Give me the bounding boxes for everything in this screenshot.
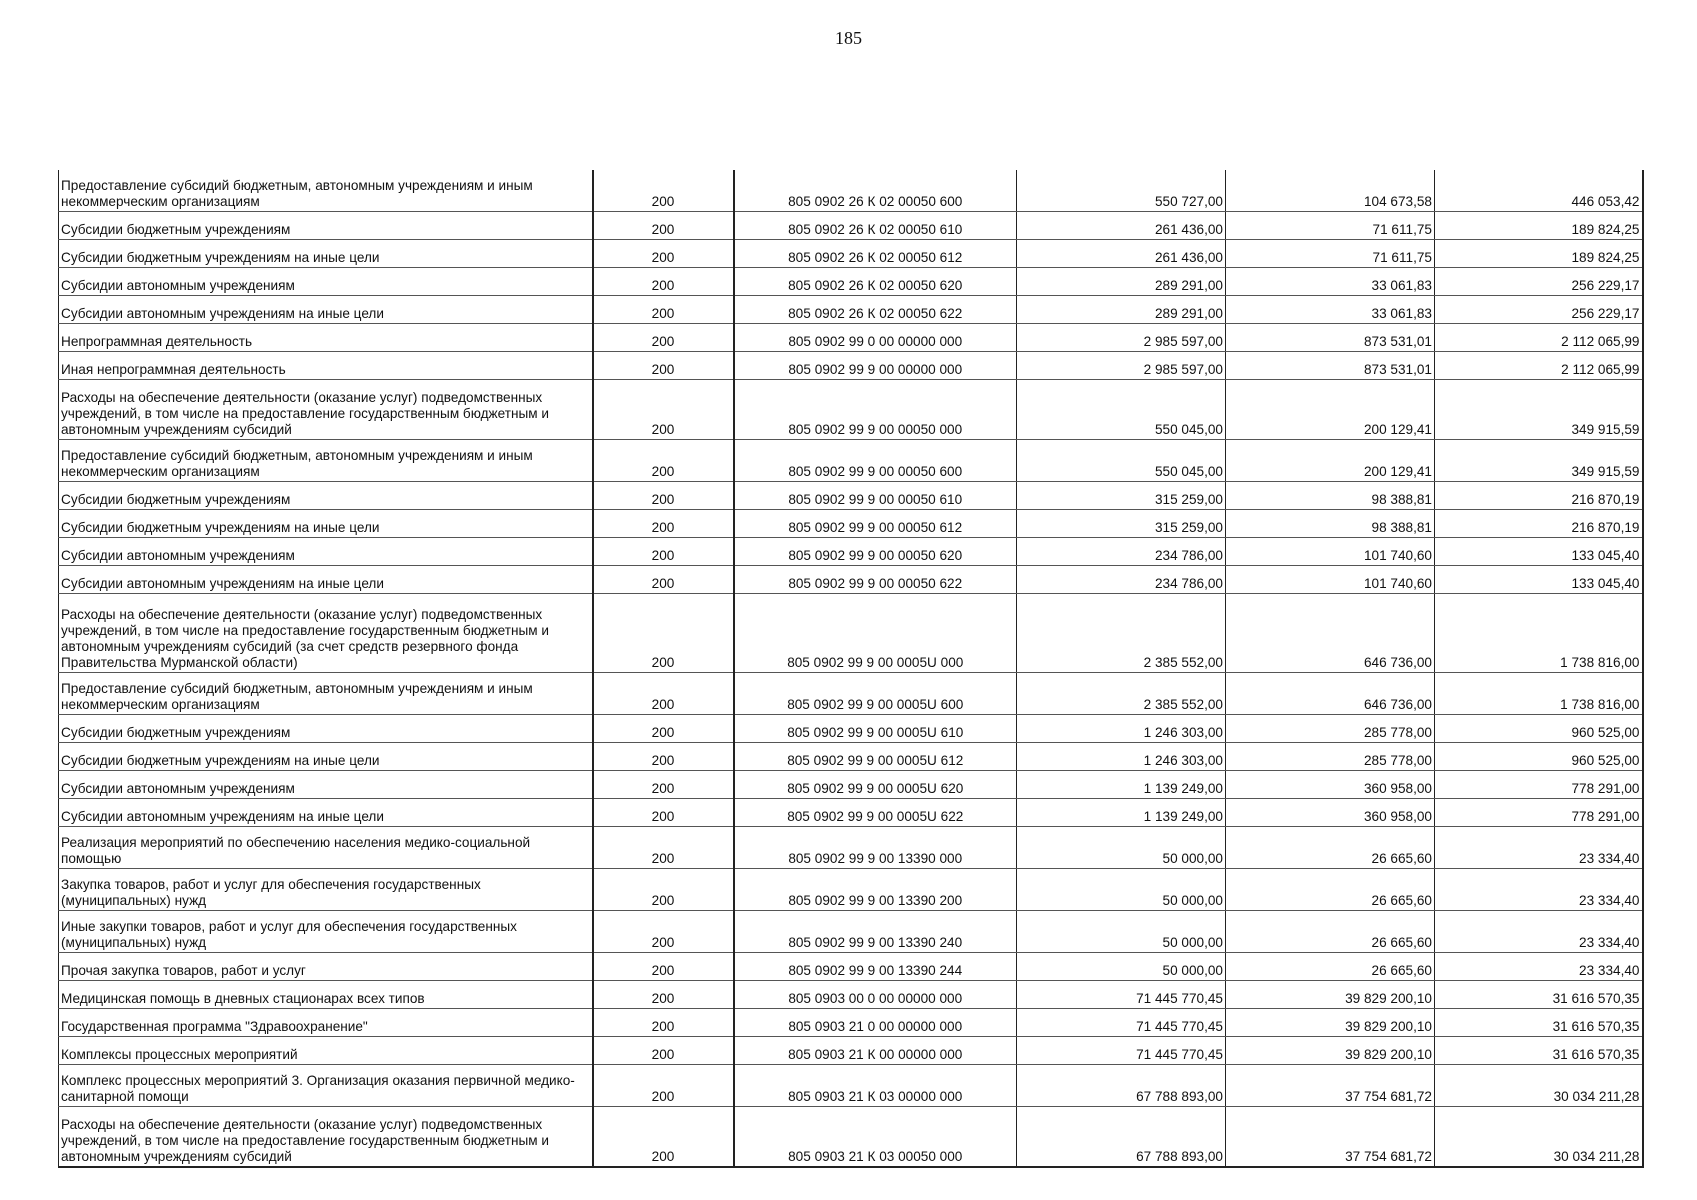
row-executed-amount-cell: 646 736,00 [1226,673,1435,715]
row-admin-code-cell: 200 [593,240,734,268]
row-name-cell: Субсидии бюджетным учреждениям на иные цели [59,240,593,268]
table-row [59,1037,1643,1065]
row-approved-amount-cell: 1 246 303,00 [1017,743,1226,771]
row-executed-amount-cell: 26 665,60 [1226,953,1435,981]
row-unexecuted-amount-cell: 23 334,40 [1435,911,1643,953]
row-approved-amount-cell: 550 045,00 [1017,440,1226,482]
row-classification-code-cell: 805 0902 99 9 00 13390 244 [734,953,1017,981]
row-executed-amount-cell: 360 958,00 [1226,771,1435,799]
row-classification-code-cell: 805 0902 99 9 00 00050 610 [734,482,1017,510]
row-approved-amount-cell: 550 045,00 [1017,380,1226,440]
table-row [59,911,1643,953]
table-row [59,380,1643,440]
row-approved-amount-cell: 71 445 770,45 [1017,1009,1226,1037]
row-unexecuted-amount-cell: 23 334,40 [1435,953,1643,981]
table-row [59,240,1643,268]
row-classification-code-cell: 805 0902 99 9 00 0005U 600 [734,673,1017,715]
row-unexecuted-amount-cell: 216 870,19 [1435,482,1643,510]
row-name-cell: Иная непрограммная деятельность [59,352,593,380]
row-admin-code-cell: 200 [593,1009,734,1037]
row-classification-code-cell: 805 0902 99 9 00 0005U 620 [734,771,1017,799]
row-admin-code-cell: 200 [593,1107,734,1168]
row-executed-amount-cell: 104 673,58 [1226,170,1435,212]
row-name-cell: Закупка товаров, работ и услуг для обеспечения государственных (муниципальных) нужд [59,869,593,911]
row-approved-amount-cell: 50 000,00 [1017,869,1226,911]
row-executed-amount-cell: 98 388,81 [1226,510,1435,538]
row-approved-amount-cell: 50 000,00 [1017,911,1226,953]
row-executed-amount-cell: 37 754 681,72 [1226,1107,1435,1168]
row-name-cell: Субсидии автономным учреждениям [59,771,593,799]
row-classification-code-cell: 805 0902 99 9 00 13390 240 [734,911,1017,953]
row-classification-code-cell: 805 0902 99 0 00 00000 000 [734,324,1017,352]
row-approved-amount-cell: 71 445 770,45 [1017,1037,1226,1065]
row-approved-amount-cell: 50 000,00 [1017,827,1226,869]
row-unexecuted-amount-cell: 189 824,25 [1435,212,1643,240]
row-name-cell: Субсидии автономным учреждениям [59,268,593,296]
row-name-cell: Субсидии автономным учреждениям [59,538,593,566]
row-unexecuted-amount-cell: 133 045,40 [1435,566,1643,594]
row-name-cell: Субсидии бюджетным учреждениям [59,212,593,240]
row-approved-amount-cell: 289 291,00 [1017,296,1226,324]
row-classification-code-cell: 805 0902 26 К 02 00050 622 [734,296,1017,324]
row-classification-code-cell: 805 0903 21 0 00 00000 000 [734,1009,1017,1037]
budget-table-body [59,170,1643,1167]
row-approved-amount-cell: 1 139 249,00 [1017,771,1226,799]
table-row [59,981,1643,1009]
row-approved-amount-cell: 261 436,00 [1017,240,1226,268]
row-admin-code-cell: 200 [593,510,734,538]
row-classification-code-cell: 805 0902 26 К 02 00050 620 [734,268,1017,296]
row-executed-amount-cell: 71 611,75 [1226,240,1435,268]
row-executed-amount-cell: 360 958,00 [1226,799,1435,827]
row-admin-code-cell: 200 [593,953,734,981]
row-classification-code-cell: 805 0902 99 9 00 00000 000 [734,352,1017,380]
table-row [59,296,1643,324]
row-unexecuted-amount-cell: 256 229,17 [1435,268,1643,296]
row-unexecuted-amount-cell: 216 870,19 [1435,510,1643,538]
table-row [59,594,1643,673]
row-approved-amount-cell: 71 445 770,45 [1017,981,1226,1009]
row-classification-code-cell: 805 0902 99 9 00 00050 600 [734,440,1017,482]
row-approved-amount-cell: 289 291,00 [1017,268,1226,296]
row-name-cell: Комплекс процессных мероприятий 3. Организация оказания первичной медико-санитарной помощи [59,1065,593,1107]
row-executed-amount-cell: 33 061,83 [1226,268,1435,296]
row-unexecuted-amount-cell: 778 291,00 [1435,771,1643,799]
row-name-cell: Субсидии бюджетным учреждениям [59,482,593,510]
row-classification-code-cell: 805 0902 99 9 00 0005U 612 [734,743,1017,771]
row-approved-amount-cell: 315 259,00 [1017,510,1226,538]
row-executed-amount-cell: 26 665,60 [1226,827,1435,869]
row-executed-amount-cell: 285 778,00 [1226,743,1435,771]
table-row [59,566,1643,594]
row-unexecuted-amount-cell: 189 824,25 [1435,240,1643,268]
row-executed-amount-cell: 200 129,41 [1226,440,1435,482]
row-unexecuted-amount-cell: 1 738 816,00 [1435,673,1643,715]
row-admin-code-cell: 200 [593,212,734,240]
row-name-cell: Иные закупки товаров, работ и услуг для обеспечения государственных (муниципальных) нужд [59,911,593,953]
row-executed-amount-cell: 33 061,83 [1226,296,1435,324]
row-admin-code-cell: 200 [593,869,734,911]
row-admin-code-cell: 200 [593,1065,734,1107]
row-executed-amount-cell: 101 740,60 [1226,566,1435,594]
row-admin-code-cell: 200 [593,911,734,953]
table-row [59,510,1643,538]
row-approved-amount-cell: 2 385 552,00 [1017,594,1226,673]
row-classification-code-cell: 805 0902 26 К 02 00050 612 [734,240,1017,268]
row-unexecuted-amount-cell: 31 616 570,35 [1435,981,1643,1009]
row-unexecuted-amount-cell: 31 616 570,35 [1435,1009,1643,1037]
row-unexecuted-amount-cell: 2 112 065,99 [1435,324,1643,352]
row-name-cell: Медицинская помощь в дневных стационарах всех типов [59,981,593,1009]
table-row [59,799,1643,827]
table-row [59,324,1643,352]
table-row [59,715,1643,743]
row-unexecuted-amount-cell: 2 112 065,99 [1435,352,1643,380]
row-executed-amount-cell: 200 129,41 [1226,380,1435,440]
row-name-cell: Предоставление субсидий бюджетным, автономным учреждениям и иным некоммерческим организациям [59,673,593,715]
row-name-cell: Предоставление субсидий бюджетным, автономным учреждениям и иным некоммерческим организациям [59,440,593,482]
row-executed-amount-cell: 39 829 200,10 [1226,981,1435,1009]
row-admin-code-cell: 200 [593,482,734,510]
row-approved-amount-cell: 1 246 303,00 [1017,715,1226,743]
row-unexecuted-amount-cell: 1 738 816,00 [1435,594,1643,673]
row-classification-code-cell: 805 0902 99 9 00 00050 612 [734,510,1017,538]
row-approved-amount-cell: 261 436,00 [1017,212,1226,240]
row-admin-code-cell: 200 [593,981,734,1009]
row-admin-code-cell: 200 [593,594,734,673]
row-admin-code-cell: 200 [593,827,734,869]
row-admin-code-cell: 200 [593,440,734,482]
table-row [59,538,1643,566]
row-unexecuted-amount-cell: 256 229,17 [1435,296,1643,324]
row-classification-code-cell: 805 0902 26 К 02 00050 600 [734,170,1017,212]
row-admin-code-cell: 200 [593,715,734,743]
row-name-cell: Расходы на обеспечение деятельности (оказание услуг) подведомственных учреждений, в том числе на предоставление государственным бюджетным и автономным учреждениям субсидий (за счет средств резервного фонда Правительства Мурманской области) [59,594,593,673]
row-classification-code-cell: 805 0902 99 9 00 0005U 622 [734,799,1017,827]
row-unexecuted-amount-cell: 31 616 570,35 [1435,1037,1643,1065]
row-name-cell: Субсидии автономным учреждениям на иные цели [59,566,593,594]
row-approved-amount-cell: 2 985 597,00 [1017,324,1226,352]
row-name-cell: Субсидии бюджетным учреждениям на иные цели [59,743,593,771]
row-executed-amount-cell: 646 736,00 [1226,594,1435,673]
table-row [59,1065,1643,1107]
row-classification-code-cell: 805 0902 99 9 00 00050 622 [734,566,1017,594]
row-approved-amount-cell: 315 259,00 [1017,482,1226,510]
row-unexecuted-amount-cell: 23 334,40 [1435,869,1643,911]
row-approved-amount-cell: 234 786,00 [1017,566,1226,594]
row-classification-code-cell: 805 0903 21 К 03 00000 000 [734,1065,1017,1107]
table-row [59,771,1643,799]
row-classification-code-cell: 805 0903 21 К 03 00050 000 [734,1107,1017,1168]
row-classification-code-cell: 805 0902 26 К 02 00050 610 [734,212,1017,240]
row-executed-amount-cell: 71 611,75 [1226,212,1435,240]
table-row [59,170,1643,212]
row-name-cell: Прочая закупка товаров, работ и услуг [59,953,593,981]
row-name-cell: Расходы на обеспечение деятельности (оказание услуг) подведомственных учреждений, в том числе на предоставление государственным бюджетным и автономным учреждениям субсидий [59,380,593,440]
row-unexecuted-amount-cell: 30 034 211,28 [1435,1065,1643,1107]
row-approved-amount-cell: 50 000,00 [1017,953,1226,981]
row-approved-amount-cell: 2 985 597,00 [1017,352,1226,380]
table-row [59,673,1643,715]
row-executed-amount-cell: 26 665,60 [1226,911,1435,953]
row-executed-amount-cell: 39 829 200,10 [1226,1009,1435,1037]
table-row [59,352,1643,380]
row-name-cell: Предоставление субсидий бюджетным, автономным учреждениям и иным некоммерческим организациям [59,170,593,212]
row-executed-amount-cell: 39 829 200,10 [1226,1037,1435,1065]
row-unexecuted-amount-cell: 30 034 211,28 [1435,1107,1643,1168]
row-name-cell: Субсидии автономным учреждениям на иные цели [59,296,593,324]
table-row [59,212,1643,240]
row-executed-amount-cell: 37 754 681,72 [1226,1065,1435,1107]
row-unexecuted-amount-cell: 349 915,59 [1435,440,1643,482]
row-name-cell: Субсидии бюджетным учреждениям на иные цели [59,510,593,538]
row-executed-amount-cell: 98 388,81 [1226,482,1435,510]
table-row [59,827,1643,869]
row-executed-amount-cell: 873 531,01 [1226,324,1435,352]
budget-table [58,170,1644,1168]
row-classification-code-cell: 805 0902 99 9 00 0005U 610 [734,715,1017,743]
table-row [59,1009,1643,1037]
row-executed-amount-cell: 285 778,00 [1226,715,1435,743]
row-admin-code-cell: 200 [593,352,734,380]
row-name-cell: Комплексы процессных мероприятий [59,1037,593,1065]
row-unexecuted-amount-cell: 133 045,40 [1435,538,1643,566]
row-unexecuted-amount-cell: 778 291,00 [1435,799,1643,827]
row-classification-code-cell: 805 0903 21 К 00 00000 000 [734,1037,1017,1065]
table-row [59,1107,1643,1168]
row-admin-code-cell: 200 [593,268,734,296]
row-approved-amount-cell: 550 727,00 [1017,170,1226,212]
row-executed-amount-cell: 26 665,60 [1226,869,1435,911]
row-unexecuted-amount-cell: 960 525,00 [1435,743,1643,771]
row-admin-code-cell: 200 [593,380,734,440]
row-unexecuted-amount-cell: 349 915,59 [1435,380,1643,440]
row-admin-code-cell: 200 [593,324,734,352]
row-classification-code-cell: 805 0902 99 9 00 13390 000 [734,827,1017,869]
row-approved-amount-cell: 1 139 249,00 [1017,799,1226,827]
row-approved-amount-cell: 234 786,00 [1017,538,1226,566]
row-admin-code-cell: 200 [593,566,734,594]
table-row [59,482,1643,510]
row-name-cell: Расходы на обеспечение деятельности (оказание услуг) подведомственных учреждений, в том числе на предоставление государственным бюджетным и автономным учреждениям субсидий [59,1107,593,1168]
table-row [59,953,1643,981]
row-classification-code-cell: 805 0902 99 9 00 00050 620 [734,538,1017,566]
row-name-cell: Реализация мероприятий по обеспечению населения медико-социальной помощью [59,827,593,869]
row-approved-amount-cell: 67 788 893,00 [1017,1107,1226,1168]
row-name-cell: Непрограммная деятельность [59,324,593,352]
row-approved-amount-cell: 67 788 893,00 [1017,1065,1226,1107]
table-row [59,440,1643,482]
row-executed-amount-cell: 101 740,60 [1226,538,1435,566]
row-unexecuted-amount-cell: 960 525,00 [1435,715,1643,743]
row-name-cell: Субсидии автономным учреждениям на иные цели [59,799,593,827]
row-classification-code-cell: 805 0902 99 9 00 0005U 000 [734,594,1017,673]
page-number: 185 [835,28,862,48]
row-admin-code-cell: 200 [593,771,734,799]
row-unexecuted-amount-cell: 23 334,40 [1435,827,1643,869]
row-admin-code-cell: 200 [593,1037,734,1065]
row-name-cell: Государственная программа "Здравоохранение" [59,1009,593,1037]
table-row [59,743,1643,771]
row-admin-code-cell: 200 [593,673,734,715]
table-row [59,268,1643,296]
row-classification-code-cell: 805 0902 99 9 00 00050 000 [734,380,1017,440]
row-unexecuted-amount-cell: 446 053,42 [1435,170,1643,212]
row-admin-code-cell: 200 [593,799,734,827]
row-admin-code-cell: 200 [593,170,734,212]
row-classification-code-cell: 805 0903 00 0 00 00000 000 [734,981,1017,1009]
row-name-cell: Субсидии бюджетным учреждениям [59,715,593,743]
row-admin-code-cell: 200 [593,296,734,324]
row-approved-amount-cell: 2 385 552,00 [1017,673,1226,715]
row-admin-code-cell: 200 [593,743,734,771]
row-executed-amount-cell: 873 531,01 [1226,352,1435,380]
row-classification-code-cell: 805 0902 99 9 00 13390 200 [734,869,1017,911]
row-admin-code-cell: 200 [593,538,734,566]
table-row [59,869,1643,911]
